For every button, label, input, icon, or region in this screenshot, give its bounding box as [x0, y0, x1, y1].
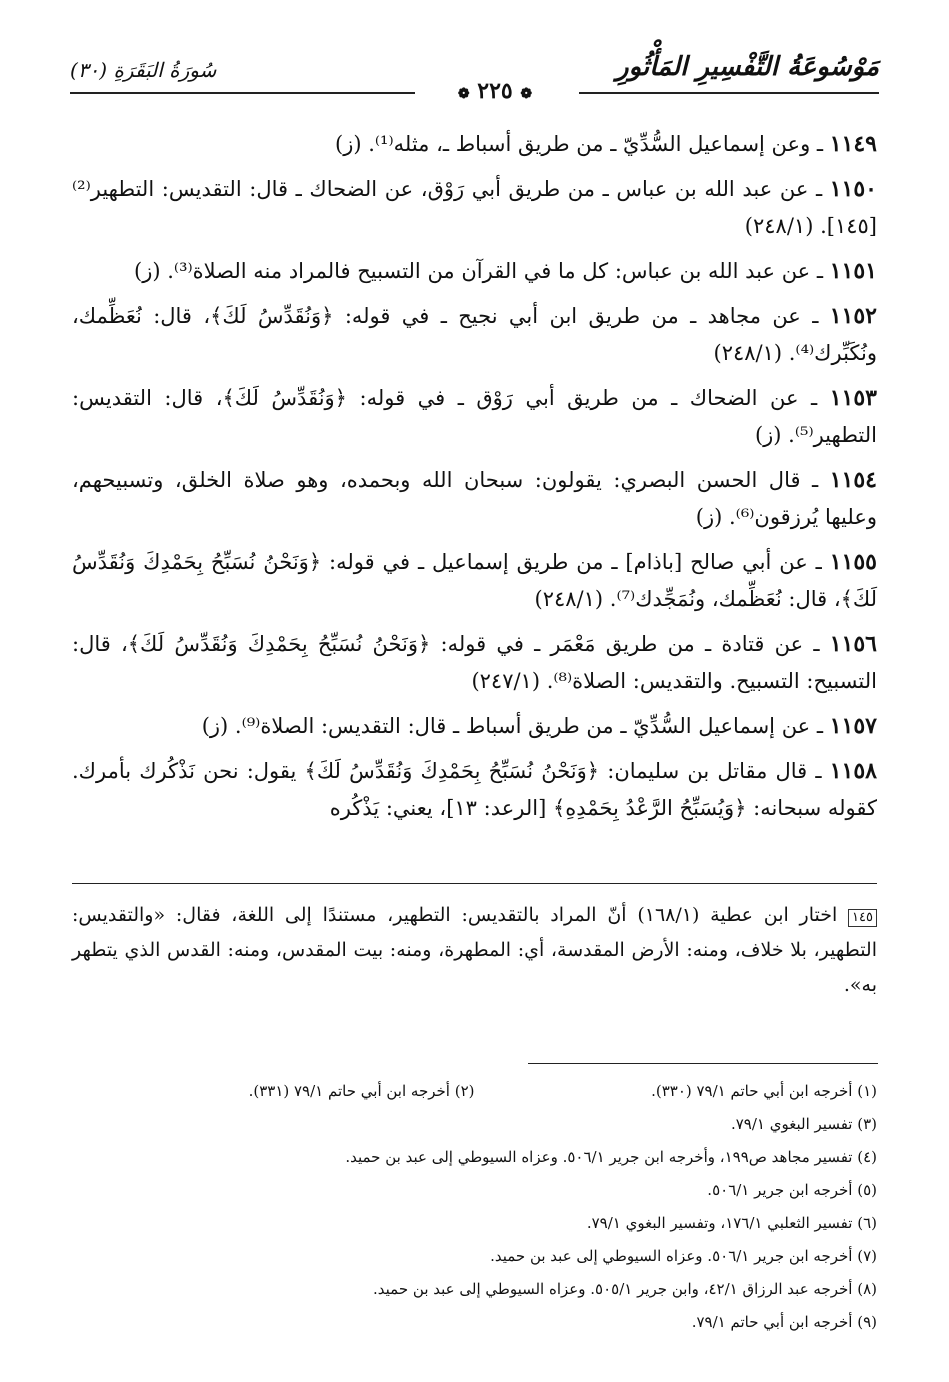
entry-number: ١١٤٩ — [829, 131, 877, 157]
entry — [72, 298, 877, 372]
section-divider — [72, 883, 877, 884]
entry-text: ـ وعن إسماعيل السُّدِّيّ ـ من طريق أسباط ـ، مثله⁽¹⁾. (ز) — [335, 132, 824, 156]
ornament-icon: ❁ — [457, 86, 470, 102]
entry-number: ١١٥٠ — [829, 176, 877, 202]
footnote: (١) أخرجه ابن أبي حاتم ٧٩/١ (٣٣٠). — [651, 1082, 877, 1100]
footnote: (٥) أخرجه ابن جرير ٥٠٦/١. — [707, 1181, 877, 1199]
entry-text: ـ عن الضحاك ـ من طريق أبي رَوْق ـ في قوله: ﴿وَنُقَدِّسُ لَكَ﴾، قال: التقديس: التطهير⁽⁵⁾. (ز) — [72, 386, 877, 447]
commentary-note — [72, 898, 877, 1003]
entry — [72, 462, 877, 536]
entry-number: ١١٥٢ — [829, 303, 877, 329]
entry — [72, 253, 877, 290]
entry-number: ١١٥٣ — [829, 385, 877, 411]
entry-text: ـ عن مجاهد ـ من طريق ابن أبي نجيح ـ في قوله: ﴿وَنُقَدِّسُ لَكَ﴾، قال: نُعَظِّمك، ونُكَبِّرك⁽⁴⁾. (٢٤٨/١) — [72, 304, 877, 365]
entry — [72, 126, 877, 163]
entry-number: ١١٥٤ — [829, 467, 877, 493]
commentary-text: اختار ابن عطية (١٦٨/١) أنّ المراد بالتقديس: التطهير، مستندًا إلى اللغة، فقال: «والتقديس: التطهير، بلا خلاف، ومنه: الأرض المقدسة، أي: المطهرة، ومنه: بيت المقدس، ومنه: القدس الذي يتطهر به». — [72, 904, 877, 996]
entry — [72, 171, 877, 245]
footnotes — [72, 1075, 877, 1339]
entry — [72, 380, 877, 454]
header-rule-right — [579, 92, 879, 94]
footnote: (٨) أخرجه عبد الرزاق ٤٢/١، وابن جرير ٥٠٥/١. وعزاه السيوطي إلى عبد بن حميد. — [373, 1280, 877, 1298]
entries-list — [72, 126, 877, 835]
entry — [72, 753, 877, 827]
footnote: (٩) أخرجه ابن أبي حاتم ٧٩/١. — [691, 1313, 877, 1331]
entry-text: ـ عن إسماعيل السُّدِّيّ ـ من طريق أسباط ـ قال: التقديس: الصلاة⁽⁹⁾. (ز) — [201, 714, 824, 738]
entry — [72, 626, 877, 700]
surah-label: سُورَةُ البَقَرَةِ (٣٠) — [70, 58, 217, 82]
entry-text: ـ عن قتادة ـ من طريق مَعْمَر ـ في قوله: ﴿وَنَحْنُ نُسَبِّحُ بِحَمْدِكَ وَنُقَدِّسُ لَكَ﴾، قال: التسبيح: التسبيح. والتقديس: الصلاة⁽⁸⁾. (٢٤٧/١) — [72, 632, 877, 693]
entry-number: ١١٥١ — [829, 258, 877, 284]
book-title: مَوْسُوعَةُ التَّفْسِيرِ المَأْثُورِ — [616, 52, 879, 82]
footnote-row — [72, 1075, 877, 1108]
entry-text: ـ عن عبد الله بن عباس: كل ما في القرآن من التسبيح فالمراد منه الصلاة⁽³⁾. (ز) — [134, 259, 824, 283]
footnote: (٣) تفسير البغوي ٧٩/١. — [730, 1115, 877, 1133]
footnote: (٢) أخرجه ابن أبي حاتم ٧٩/١ (٣٣١). — [248, 1082, 475, 1100]
entry — [72, 544, 877, 618]
entry-text: ـ عن عبد الله بن عباس ـ من طريق أبي رَوْق، عن الضحاك ـ قال: التقديس: التطهير⁽²⁾[١٤٥]. (٢٤٨/١) — [72, 177, 877, 238]
page-number: ❁ ٢٢٥ ❁ — [457, 78, 533, 104]
entry-number: ١١٥٦ — [829, 631, 877, 657]
commentary-badge: ١٤٥ — [848, 909, 877, 927]
footnote-divider — [528, 1063, 878, 1064]
ornament-icon: ❁ — [520, 86, 533, 102]
entry-text: ـ عن أبي صالح [باذام] ـ من طريق إسماعيل ـ في قوله: ﴿وَنَحْنُ نُسَبِّحُ بِحَمْدِكَ وَنُقَدِّسُ لَكَ﴾، قال: نُعَظِّمك، ونُمَجِّدك⁽⁷⁾. (٢٤٨/١) — [72, 550, 877, 611]
entry-number: ١١٥٧ — [829, 713, 877, 739]
footnote: (٤) تفسير مجاهد ص١٩٩، وأخرجه ابن جرير ٥٠٦/١. وعزاه السيوطي إلى عبد بن حميد. — [345, 1148, 877, 1166]
entry-number: ١١٥٨ — [829, 758, 877, 784]
entry-number: ١١٥٥ — [829, 549, 877, 575]
entry-text: ـ قال الحسن البصري: يقولون: سبحان الله وبحمده، وهو صلاة الخلق، وتسبيحهم، وعليها يُرزقون⁽⁶⁾. (ز) — [72, 468, 877, 529]
entry — [72, 708, 877, 745]
header-rule-left — [70, 92, 415, 94]
page-header — [70, 52, 879, 102]
entry-text: ـ قال مقاتل بن سليمان: ﴿وَنَحْنُ نُسَبِّحُ بِحَمْدِكَ وَنُقَدِّسُ لَكَ﴾ يقول: نحن نَذْكُرك بأمرك. كقوله سبحانه: ﴿وَيُسَبِّحُ الرَّعْدُ بِحَمْدِهِ﴾ [الرعد: ١٣]، يعني: يَذْكُره — [72, 759, 877, 820]
footnote: (٧) أخرجه ابن جرير ٥٠٦/١. وعزاه السيوطي إلى عبد بن حميد. — [490, 1247, 877, 1265]
footnote: (٦) تفسير الثعلبي ١٧٦/١، وتفسير البغوي ٧٩/١. — [586, 1214, 877, 1232]
